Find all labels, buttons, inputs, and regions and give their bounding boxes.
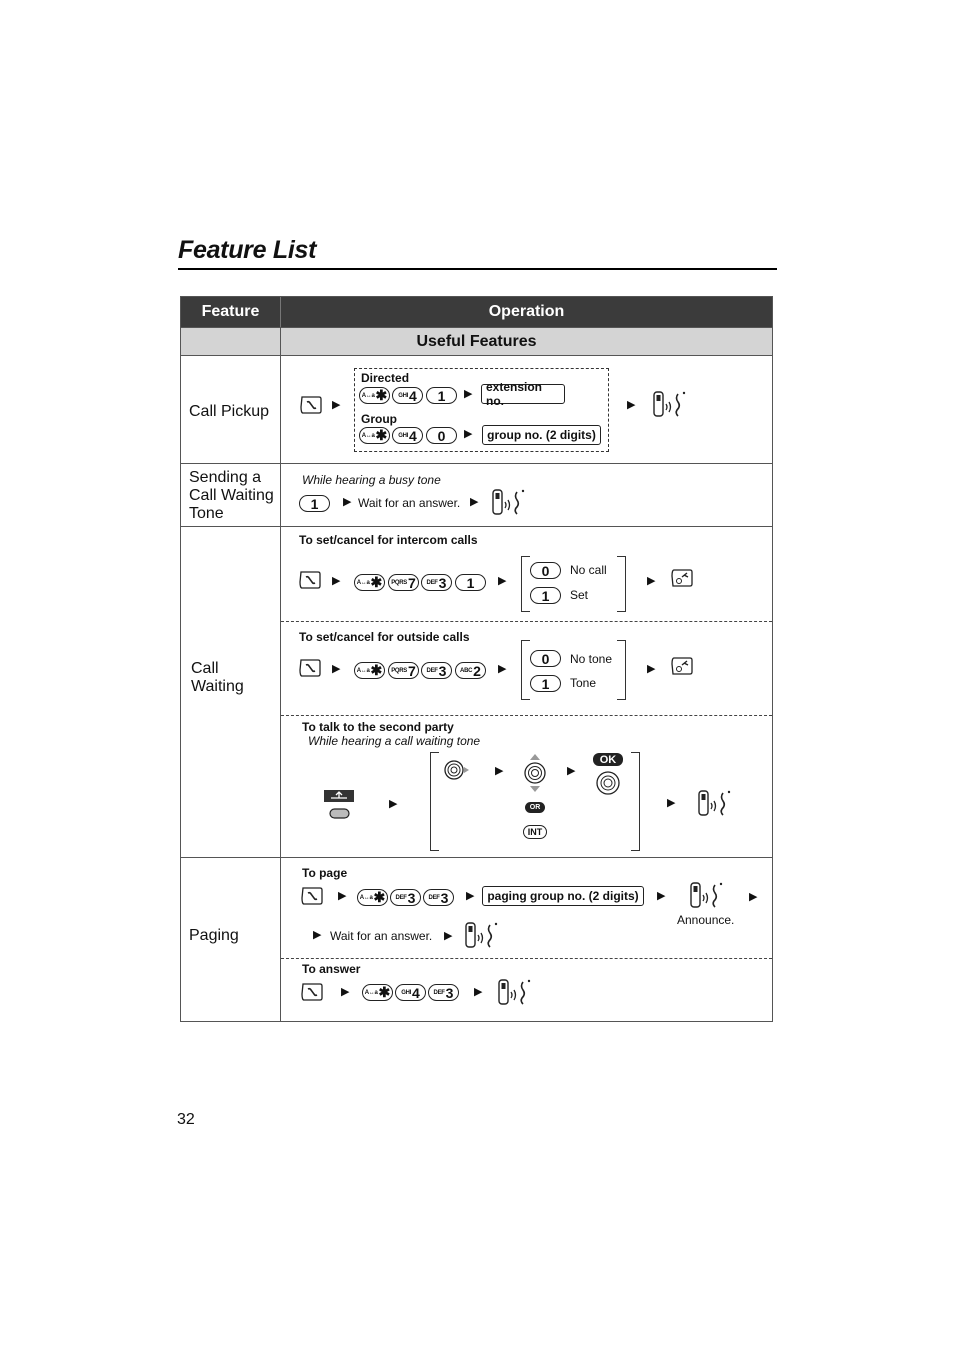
or-badge: OR: [525, 802, 545, 813]
key-3: DEF 3: [421, 574, 452, 591]
arrow-icon: ▶: [749, 891, 758, 903]
navigator-icon: [443, 759, 471, 781]
key-star: A↔a ✱: [362, 984, 393, 1001]
bracket-right: [617, 556, 626, 612]
key-1: 1: [530, 587, 561, 604]
arrow-icon: ▶: [444, 930, 453, 942]
arrow-icon: ▶: [313, 929, 322, 941]
key-7: PQRS 7: [388, 662, 419, 679]
second-party-heading: To talk to the second party: [302, 720, 454, 734]
off-hook-icon: [299, 570, 321, 590]
arrow-icon: ▶: [647, 575, 656, 587]
talk-icon: [651, 390, 691, 420]
dashed-divider: [281, 621, 772, 622]
header-operation: Operation: [281, 297, 772, 327]
title-rule: [178, 268, 777, 270]
off-hook-icon: [299, 658, 321, 678]
key-0: 0: [426, 427, 457, 444]
arrow-icon: ▶: [498, 575, 507, 587]
key-1: 1: [455, 574, 486, 591]
arrow-icon: ▶: [657, 890, 666, 902]
talk-icon: [696, 789, 736, 819]
group-label: Group: [361, 412, 397, 426]
bracket-left: [430, 752, 439, 851]
page-number: 32: [177, 1111, 195, 1128]
talk-icon: [496, 978, 536, 1008]
feature-line: Waiting: [191, 678, 244, 695]
arrow-icon: ▶: [495, 765, 504, 777]
arrow-icon: ▶: [567, 765, 576, 777]
key-4: GHI 4: [395, 984, 426, 1001]
key-star: A↔a ✱: [357, 889, 388, 906]
option-no-call: No call: [570, 563, 607, 577]
key-3: DEF 3: [390, 889, 421, 906]
arrow-icon: ▶: [341, 986, 350, 998]
key-star: A↔a ✱: [359, 387, 390, 404]
arrow-icon: ▶: [332, 399, 341, 411]
on-hook-icon: [671, 568, 693, 588]
key-2: ABC 2: [455, 662, 486, 679]
key-7: PQRS 7: [388, 574, 419, 591]
row-divider: [181, 857, 772, 858]
group-no-box: group no. (2 digits): [482, 425, 601, 445]
header-feature: Feature: [181, 297, 280, 327]
bracket-right: [617, 640, 626, 700]
arrow-icon: ▶: [338, 890, 347, 902]
key-3: DEF 3: [423, 889, 454, 906]
extension-no-box: extension no.: [481, 384, 565, 404]
feature-sending-cw-tone: [189, 469, 274, 523]
directed-label: Directed: [361, 371, 410, 385]
arrow-icon: ▶: [474, 986, 483, 998]
outside-heading: To set/cancel for outside calls: [299, 630, 470, 644]
bracket-left: [521, 556, 530, 612]
wait-answer-text: Wait for an answer.: [330, 929, 433, 943]
key-4: GHI 4: [392, 387, 423, 404]
arrow-icon: ▶: [332, 663, 341, 675]
bracket-right: [631, 752, 640, 851]
announce-text: Announce.: [677, 913, 735, 927]
flash-key-icon: [323, 789, 355, 821]
feature-call-pickup: Call Pickup: [189, 403, 270, 420]
off-hook-icon: [301, 886, 323, 906]
row-divider: [181, 463, 772, 464]
arrow-icon: ▶: [464, 388, 473, 400]
talk-icon: [490, 488, 530, 518]
arrow-icon: ▶: [343, 496, 352, 508]
option-set: Set: [570, 588, 589, 602]
dashed-divider: [281, 715, 772, 716]
talk-icon: [688, 881, 728, 911]
header-divider: [280, 297, 281, 327]
key-star: A↔a ✱: [354, 574, 385, 591]
page-title: Feature List: [178, 236, 317, 264]
feature-line: Tone: [189, 505, 224, 522]
arrow-icon: ▶: [389, 798, 398, 810]
bracket-left: [521, 640, 530, 700]
paging-group-box: paging group no. (2 digits): [482, 886, 644, 906]
arrow-icon: ▶: [667, 797, 676, 809]
key-star: A↔a ✱: [354, 662, 385, 679]
to-page-heading: To page: [302, 866, 348, 880]
key-1: 1: [299, 495, 330, 512]
key-4: GHI 4: [392, 427, 423, 444]
key-3: DEF 3: [428, 984, 459, 1001]
arrow-icon: ▶: [466, 890, 475, 902]
key-star: A↔a ✱: [359, 427, 390, 444]
feature-line: Call Waiting: [189, 487, 274, 504]
option-tone: Tone: [570, 676, 597, 690]
feature-line: Call: [191, 660, 219, 677]
column-divider: [280, 327, 281, 1022]
off-hook-icon: [300, 395, 322, 415]
key-0: 0: [530, 650, 561, 667]
dashed-divider: [281, 958, 772, 959]
arrow-icon: ▶: [498, 663, 507, 675]
arrow-icon: ▶: [627, 399, 636, 411]
arrow-icon: ▶: [464, 428, 473, 440]
arrow-icon: ▶: [470, 496, 479, 508]
key-1: 1: [530, 675, 561, 692]
row-divider: [181, 526, 772, 527]
talk-icon: [463, 921, 503, 951]
ok-button-icon: [595, 770, 621, 796]
ok-label: OK: [593, 753, 623, 766]
on-hook-icon: [671, 656, 693, 676]
busy-tone-note: While hearing a busy tone: [302, 473, 441, 487]
navigator-icon: [522, 753, 548, 793]
key-0: 0: [530, 562, 561, 579]
wait-answer-text: Wait for an answer.: [358, 496, 461, 510]
to-answer-heading: To answer: [302, 962, 361, 976]
intercom-key-icon: INT: [523, 825, 547, 839]
arrow-icon: ▶: [647, 663, 656, 675]
arrow-icon: ▶: [332, 575, 341, 587]
off-hook-icon: [301, 982, 323, 1002]
cw-tone-note: While hearing a call waiting tone: [308, 734, 481, 748]
key-3: DEF 3: [421, 662, 452, 679]
feature-paging: Paging: [189, 927, 239, 944]
key-1: 1: [426, 387, 457, 404]
option-no-tone: No tone: [570, 652, 613, 666]
feature-call-waiting: [191, 660, 244, 696]
section-useful-features: Useful Features: [181, 327, 772, 356]
feature-line: Sending a: [189, 469, 262, 486]
intercom-heading: To set/cancel for intercom calls: [299, 533, 478, 547]
